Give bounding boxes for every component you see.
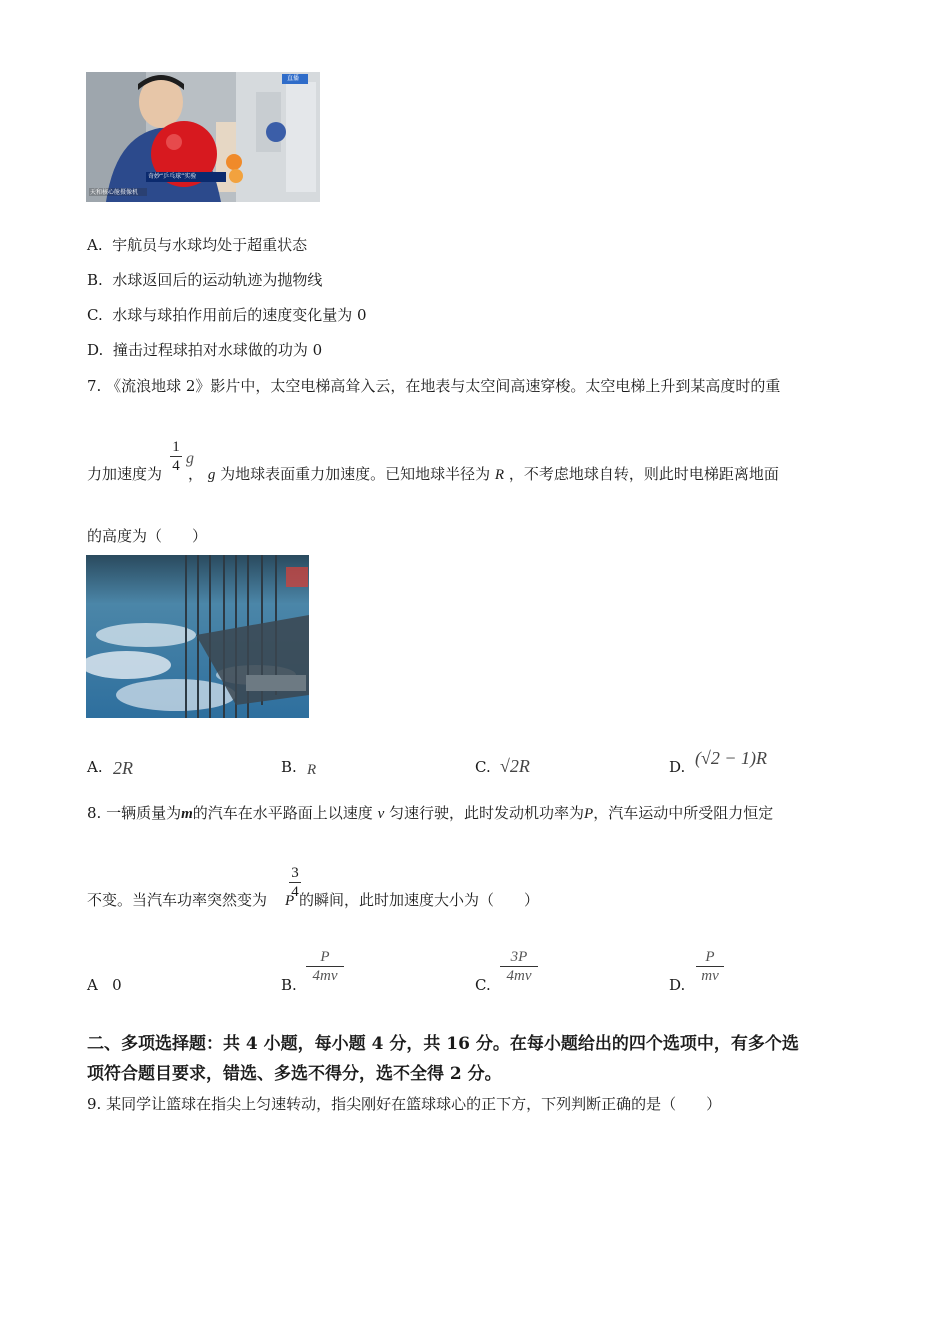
q8-P: P <box>584 806 594 822</box>
q7-g-symbol: g <box>186 450 194 467</box>
q8-option-b <box>281 975 297 995</box>
q7-line2-suffix: ，不考虑地球自转，则此时电梯距离地面 <box>508 465 779 483</box>
q8-line1-d: ，汽车运动中所受阻力恒定 <box>593 804 774 822</box>
q7-fraction <box>170 438 182 475</box>
q7-line2-mid2: 为地球表面重力加速度。已知地球半径为 <box>220 465 491 483</box>
q8-line1-c: 匀速行驶，此时发动机功率为 <box>389 804 585 822</box>
q7-option-b <box>281 757 297 777</box>
q8-line2-prefix: 不变。当汽车功率突然变为 <box>87 891 268 909</box>
q8-fraction-den: 4 <box>291 884 299 900</box>
q8-option-a-letter: A <box>87 976 98 994</box>
q8-option-b-den: 4mv <box>312 968 338 984</box>
q9-line1: 9. 某同学让篮球在指尖上匀速转动，指尖刚好在篮球球心的正下方，下列判断正确的是（ ） <box>87 1095 722 1113</box>
section2-heading-line1: 二、多项选择题：共 4 小题，每小题 4 分，共 16 分。在每小题给出的四个选项中，有多个选 <box>87 1034 799 1054</box>
q6-option-a <box>87 235 307 255</box>
q6-option-a-letter: A. <box>87 236 103 254</box>
q7-line2-prefix: 力加速度为 <box>87 465 163 483</box>
q6-option-d <box>87 340 322 360</box>
q7-option-b-value: R <box>307 762 317 778</box>
q7-R-symbol: R <box>494 467 505 483</box>
q6-option-d-text: 撞击过程球拍对水球做的功为 0 <box>112 341 323 359</box>
q8-line1-b: 的汽车在水平路面上以速度 <box>192 804 373 822</box>
space-elevator-photo <box>86 555 309 718</box>
q7-line2-mid: ， <box>188 465 204 483</box>
q6-option-c-letter: C. <box>87 306 103 324</box>
q7-option-b-letter: B. <box>281 758 297 776</box>
q7-option-c-letter: C. <box>475 758 491 776</box>
q8-option-c-fraction <box>500 948 538 985</box>
q8-option-b-num: P <box>320 949 330 965</box>
q8-m: m <box>181 806 193 822</box>
q8-option-b-fraction <box>306 948 344 985</box>
q8-line2-suffix: 的瞬间，此时加速度大小为（ ） <box>298 891 539 909</box>
q8-option-a-value: 0 <box>112 976 122 994</box>
photo-corner-badge: 直播 <box>287 75 300 82</box>
astronaut-photo-art <box>86 72 320 202</box>
q8-option-d-letter: D. <box>669 976 686 994</box>
q6-option-a-text: 宇航员与水球均处于超重状态 <box>112 236 308 254</box>
q6-option-b-text: 水球返回后的运动轨迹为抛物线 <box>112 271 323 289</box>
q6-option-d-letter: D. <box>87 341 104 359</box>
q8-fraction <box>289 864 301 901</box>
q6-option-c-text: 水球与球拍作用前后的速度变化量为 0 <box>112 306 367 324</box>
q8-option-d-den: mv <box>701 968 719 984</box>
astronaut-photo <box>86 72 320 202</box>
q8-option-a <box>87 975 122 995</box>
q7-fraction-den: 4 <box>172 458 180 474</box>
q6-option-b <box>87 270 322 290</box>
q8-line1 <box>87 803 773 824</box>
q8-line2-P: P <box>285 893 295 909</box>
q8-option-c <box>475 975 491 995</box>
q6-option-b-letter: B. <box>87 271 103 289</box>
q7-line3: 的高度为（ ） <box>87 527 208 545</box>
q7-option-d-value: (√2 − 1)R <box>695 748 768 768</box>
q8-line1-a: 8. 一辆质量为 <box>87 804 182 822</box>
q8-option-c-num: 3P <box>510 949 528 965</box>
q7-option-c-value: √2R <box>500 756 530 776</box>
q7-option-a-letter: A. <box>87 758 103 776</box>
photo-caption: 天和核心舱摄像机 <box>90 189 139 196</box>
q6-option-c <box>87 305 367 325</box>
q8-option-c-letter: C. <box>475 976 491 994</box>
q7-fraction-num: 1 <box>172 439 180 455</box>
space-elevator-art <box>86 555 309 718</box>
q7-option-d-letter: D. <box>669 758 686 776</box>
q8-line2 <box>87 890 539 911</box>
q8-option-d <box>669 975 685 995</box>
q7-option-a-value: 2R <box>113 758 133 778</box>
q7-option-c <box>475 757 491 777</box>
q7-option-d <box>669 757 685 777</box>
q7-g-symbol-2: g <box>207 467 216 483</box>
section2-heading-line2: 项符合题目要求，错选、多选不得分，选不全得 2 分。 <box>87 1064 502 1084</box>
q8-v: v <box>377 806 385 822</box>
q8-option-d-fraction <box>696 948 724 985</box>
q7-line1: 7. 《流浪地球 2》影片中，太空电梯高耸入云，在地表与太空间高速穿梭。太空电梯上升到某高度时的重 <box>87 377 781 395</box>
q8-option-d-num: P <box>705 949 715 965</box>
q7-option-a <box>87 757 103 777</box>
q8-fraction-num: 3 <box>291 865 299 881</box>
q8-option-b-letter: B. <box>281 976 297 994</box>
photo-banner-tag: 奇妙“乒乓球”实验 <box>148 173 197 180</box>
q8-option-c-den: 4mv <box>506 968 532 984</box>
